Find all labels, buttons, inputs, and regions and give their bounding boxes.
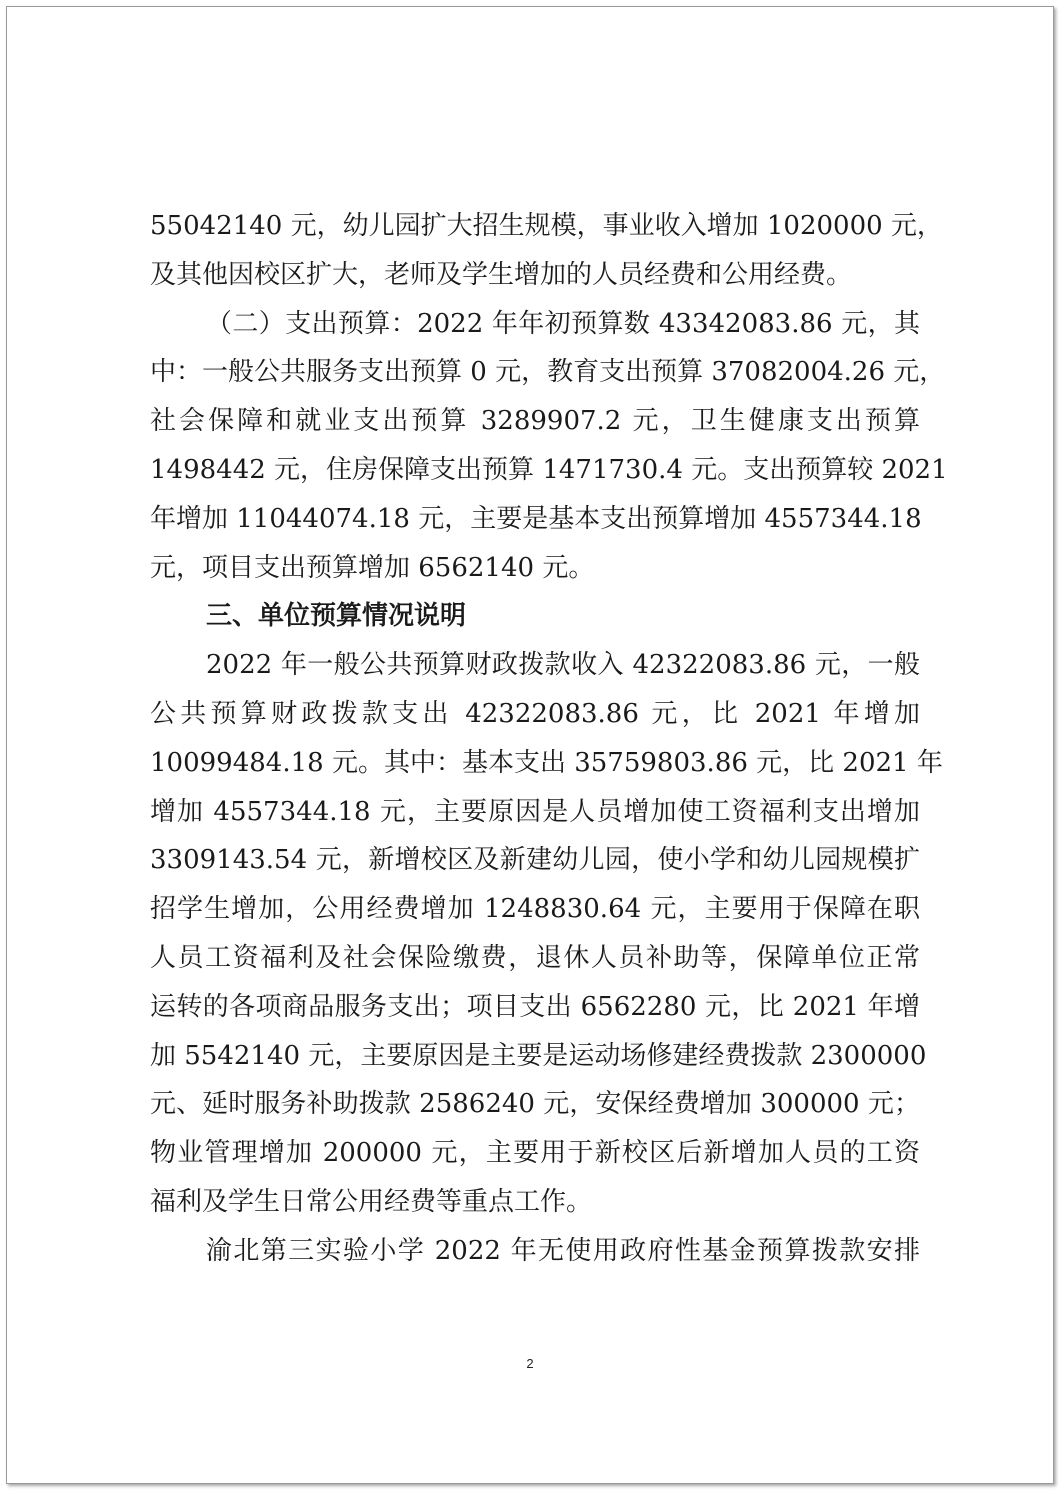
body-line: 年增加 11044074.18 元，主要是基本支出预算增加 4557344.18 [150,503,922,534]
body-line: 物业管理增加 200000 元，主要用于新校区后新增加人员的工资 [150,1138,920,1169]
body-line: 元，项目支出预算增加 6562140 元。 [150,552,595,583]
document-body [150,202,948,1276]
fund-budget-paragraph-start: 渝北第三实验小学 2022 年无使用政府性基金预算拨款安排 [206,1235,920,1266]
body-line: 加 5542140 元，主要原因是主要是运动场修建经费拨款 2300000 [150,1040,927,1071]
body-line: 10099484.18 元。其中：基本支出 35759803.86 元，比 2021 年 [150,747,943,778]
body-line: 社会保障和就业支出预算 3289907.2 元，卫生健康支出预算 [150,406,920,437]
body-line: 及其他因校区扩大，老师及学生增加的人员经费和公用经费。 [150,259,853,290]
unit-budget-paragraph-start: 2022 年一般公共预算财政拨款收入 42322083.86 元，一般 [206,650,920,681]
expenditure-budget-paragraph-start: （二）支出预算：2022 年年初预算数 43342083.86 元，其 [206,308,920,339]
body-line: 运转的各项商品服务支出；项目支出 6562280 元，比 2021 年增 [150,991,920,1022]
body-line: 福利及学生日常公用经费等重点工作。 [150,1186,593,1217]
body-line: 元、延时服务补助拨款 2586240 元，安保经费增加 300000 元； [150,1089,920,1120]
body-line: 中：一般公共服务支出预算 0 元，教育支出预算 37082004.26 元， [150,357,946,388]
body-line: 人员工资福利及社会保险缴费，退休人员补助等，保障单位正常 [150,942,920,973]
section-heading: 三、单位预算情况说明 [206,601,467,632]
body-line: 1498442 元，住房保障支出预算 1471730.4 元。支出预算较 2021 [150,454,948,485]
body-line: 公共预算财政拨款支出 42322083.86 元，比 2021 年增加 [150,698,920,729]
body-line: 55042140 元，幼儿园扩大招生规模，事业收入增加 1020000 元， [150,211,943,241]
page-number: 2 [526,1356,534,1371]
body-line: 3309143.54 元，新增校区及新建幼儿园，使小学和幼儿园规模扩 [150,845,920,876]
body-line: 增加 4557344.18 元，主要原因是人员增加使工资福利支出增加 [150,796,920,827]
body-line: 招学生增加，公用经费增加 1248830.64 元，主要用于保障在职 [150,894,920,925]
